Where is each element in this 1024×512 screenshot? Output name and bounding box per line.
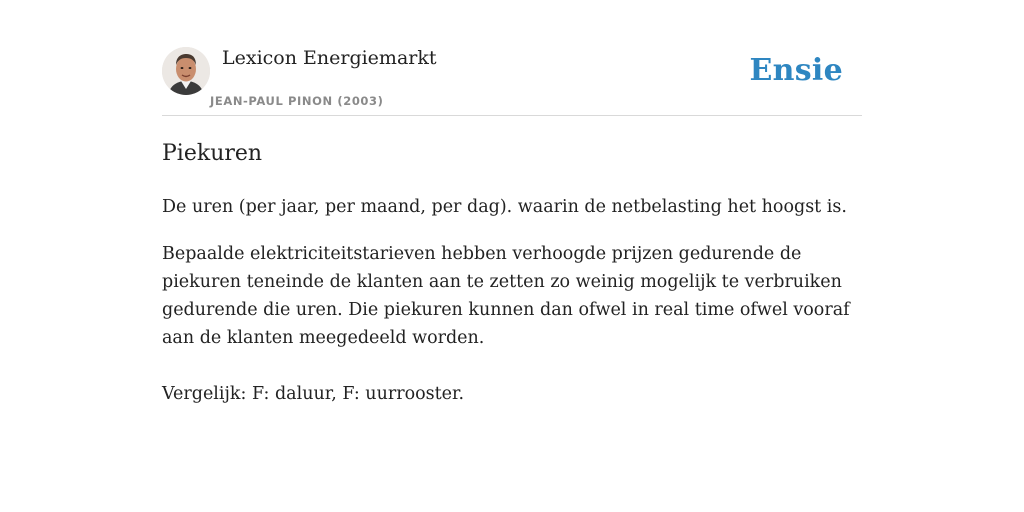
avatar	[162, 47, 210, 95]
header	[162, 44, 862, 116]
author-credit: JEAN-PAUL PINON (2003)	[210, 94, 384, 108]
entry-definition: De uren (per jaar, per maand, per dag). waarin de netbelasting het hoogst is.	[162, 197, 847, 217]
author-portrait-icon	[162, 47, 210, 95]
entry-compare: Vergelijk: F: daluur, F: uurrooster.	[162, 384, 465, 404]
brand-logo[interactable]: Ensie	[749, 53, 843, 88]
entry-body: Bepaalde elektriciteitstarieven hebben verhoogde prijzen gedurende de piekuren teneinde de klanten aan te zetten zo weinig mogelijk te verbruiken gedurende die uren. Die piekuren kunnen dan ofwel in real time ofwel vooraf aan de klanten meegedeeld worden.	[162, 244, 850, 348]
lexicon-title[interactable]: Lexicon Energiemarkt	[222, 47, 437, 69]
entry-title: Piekuren	[162, 141, 263, 166]
